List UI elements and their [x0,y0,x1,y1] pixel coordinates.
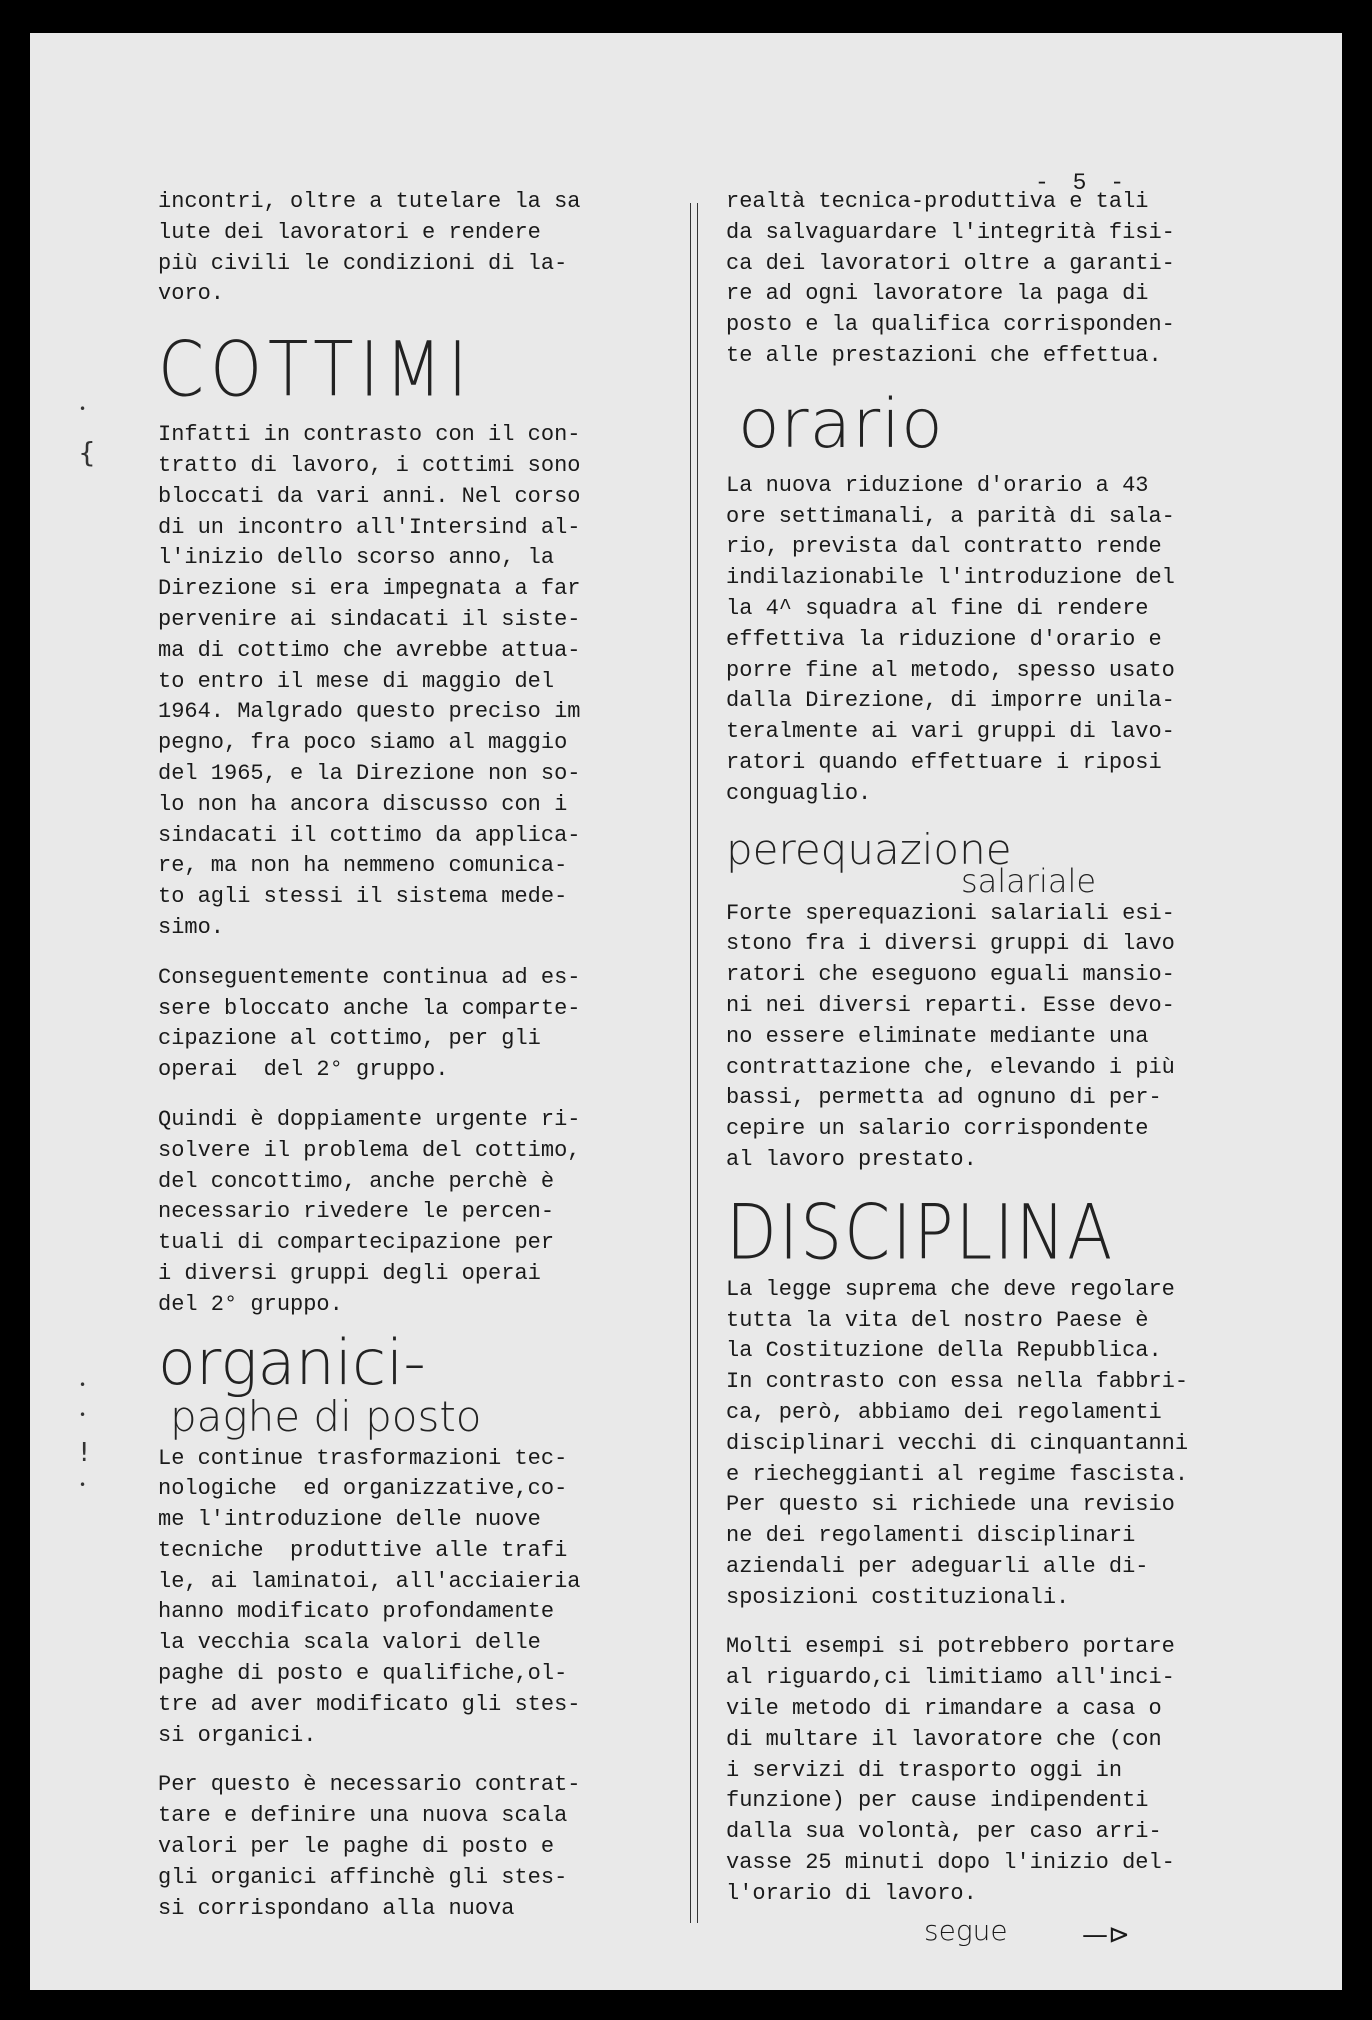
heading-perequazione: perequazione [726,824,1012,874]
heading-cottimi: COTTIMI [158,325,474,414]
margin-dot-mark: • [79,402,87,416]
margin-dot-mark: • [79,1378,87,1392]
column-divider-right [697,203,698,1923]
paragraph-disciplina-1: La legge suprema che deve regolare tutta la vita del nostro Paese è la Costituzione della Repubblica. In contrasto con essa nella fabbri- ca, però, abbiamo dei regolamenti disciplinari vecchi di cinquantanni e riecheggianti al regime fascista. Per questo si richiede una revisio ne dei regolamenti disciplinari aziendali per adeguarli alle di- sposizioni costituzionali. [726,1276,1189,1610]
paragraph-intro-right: realtà tecnica-produttiva e tali da salvaguardare l'integrità fisi- ca dei lavoratori oltre a garanti- re ad ogni lavoratore la paga di posto e la qualifica corrisponden- te alle prestazioni che effettua. [726,189,1175,368]
paragraph-intro-left: incontri, oltre a tutelare la sa lute dei lavoratori e rendere più civili le condizioni di la- voro. [158,189,581,307]
margin-dot-mark: • [79,1408,87,1422]
paragraph-cottimi-2: Conseguentemente continua ad es- sere bloccato anche la comparte- cipazione al cottimo, per gli operai del 2° gruppo. [158,964,581,1083]
heading-orario: orario [738,384,944,464]
paragraph-organici-1: Le continue trasformazioni tec- nologiche ed organizzative,co- me l'introduzione delle nuove tecniche produttive alle trafi le, ai laminatoi, all'acciaieria hanno modificato profondamente la vecchia scala valori delle paghe di posto e qualifiche,ol- tre ad aver modificato gli stes- si organici. [158,1445,581,1748]
paragraph-organici-2: Per questo è necessario contrat- tare e definire una nuova scala valori per le paghe di posto e gli organici affinchè gli stes- si corrispondano alla nuova [158,1772,581,1921]
page-number: - 5 - [1035,170,1130,196]
left-column [158,187,658,1943]
heading-salariale: salariale [961,861,1097,900]
segue-label: segue [924,1913,1008,1947]
paragraph-disciplina-2: Molti esempi si potrebbero portare al riguardo,ci limitiamo all'inci- vile metodo di rimandare a casa o di multare il lavoratore che (con i servizi di trasporto oggi in funzione) per cause indipendenti dalla sua volontà, per caso arri- vasse 25 minuti dopo l'inizio del- l'orario di lavoro. [726,1634,1175,1906]
right-column [726,187,1266,1952]
margin-bracket-mark: { [78,436,96,469]
paragraph-cottimi-3: Quindi è doppiamente urgente ri- solvere il problema del cottimo, del concottimo, anche perchè è necessario rivedere le percen- tuali di compartecipazione per i diversi gruppi degli operai del 2° gruppo. [158,1106,581,1317]
paragraph-orario: La nuova riduzione d'orario a 43 ore settimanali, a parità di sala- rio, prevista dal contratto rende indilazionabile l'introduzione del la 4^ squadra al fine di rendere effettiva la riduzione d'orario e porre fine al metodo, spesso usato dalla Direzione, di imporre unila- teralmente ai vari gruppi di lavo- ratori quando effettuare i riposi conguaglio. [726,472,1175,806]
subheading-paghe-di-posto: paghe di posto [170,1391,482,1441]
arrow-right-icon: —⊳ [1082,1919,1130,1950]
heading-organici: organici- [158,1325,426,1399]
paragraph-cottimi-1: Infatti in contrasto con il con- tratto di lavoro, i cottimi sono bloccati da vari anni. Nel corso di un incontro all'Intersind al- l'inizio dello scorso anno, la Direzione si era impegnata a far pervenire ai sindacati il siste- ma di cottimo che avrebbe attua- to entro il mese di maggio del 1964. Malgrado questo preciso im pegno, fra poco siamo al maggio del 1965, e la Direzione non so- lo non ha ancora discusso con i sindacati il cottimo da applica- re, ma non ha nemmeno comunica- to agli stessi il sistema mede- simo. [158,422,581,940]
heading-disciplina: DISCIPLINA [726,1187,1115,1277]
margin-exclamation-mark: ! [79,1438,90,1468]
column-divider-left [690,203,691,1923]
margin-dot-mark: • [79,1478,87,1492]
paragraph-perequazione: Forte sperequazioni salariali esi- stono fra i diversi gruppi di lavo ratori che eseguono eguali mansio- ni nei diversi reparti. Esse devo- no essere eliminate mediante una contrattazione che, elevando i più bassi, permetta ad ognuno di per- cepire un salario corrispondente al lavoro prestato. [726,900,1175,1172]
continuation-note [726,1913,1266,1952]
